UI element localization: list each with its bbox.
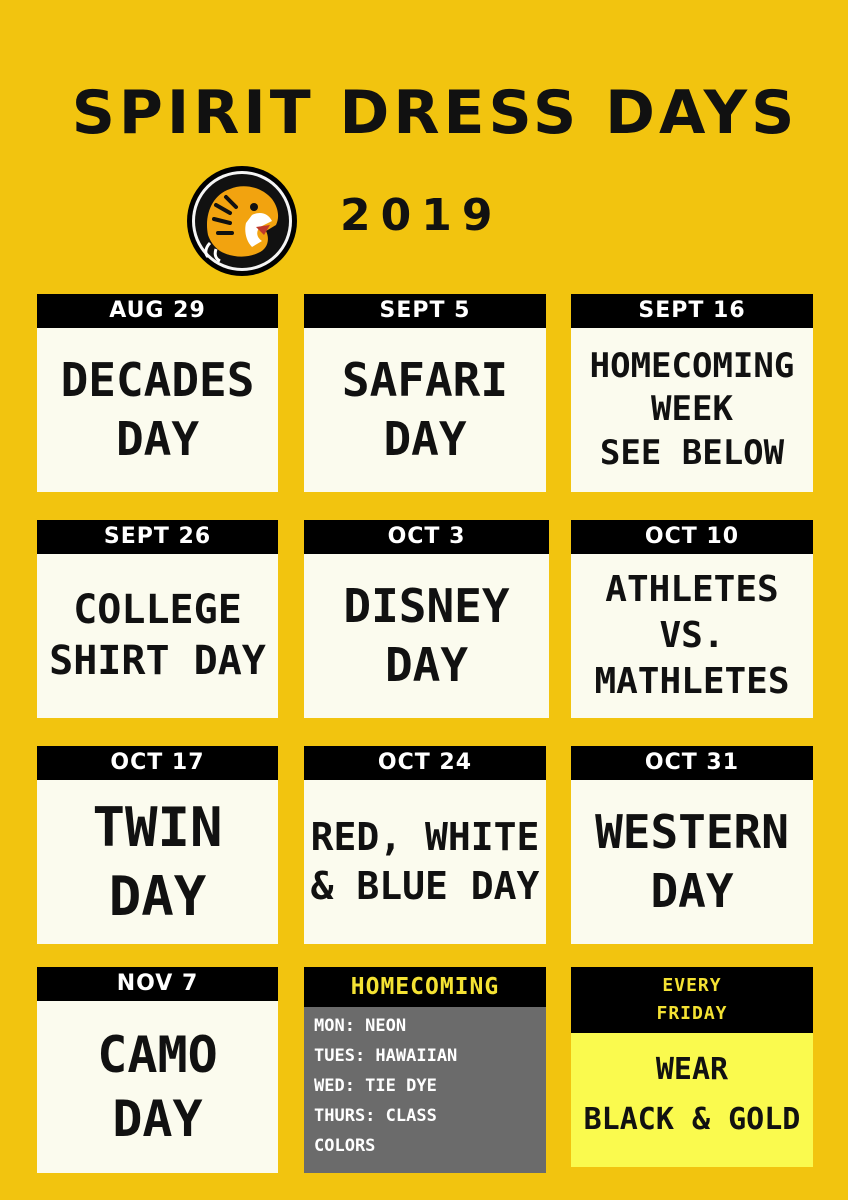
card-date: OCT 3 [304,520,549,554]
card-theme [304,554,549,718]
card-theme-line: MATHLETES [594,661,790,703]
card-theme-line: RED, WHITE [310,815,540,860]
card-theme-line: WESTERN [595,805,789,860]
dress-day-card [37,967,278,1173]
friday-body-line-2: BLACK & GOLD [583,1102,801,1137]
homecoming-header: HOMECOMING [304,967,546,1007]
card-date: OCT 31 [571,746,813,780]
card-theme-line: HOMECOMING [589,345,795,386]
friday-body [571,1033,813,1167]
card-theme [37,780,278,944]
card-theme-line: & BLUE DAY [310,864,540,908]
card-theme-line: DECADES [60,353,255,408]
homecoming-item-mon: MON: NEON [314,1016,407,1036]
card-theme-line: ATHLETES [605,568,779,610]
dress-day-card [571,746,813,944]
page-title: SPIRIT DRESS DAYS [71,78,799,148]
year-label: 2019 [340,190,503,241]
homecoming-item-wed: WED: TIE DYE [314,1076,437,1096]
homecoming-item-tues: TUES: HAWAIIAN [314,1046,458,1066]
dress-day-card [304,746,546,944]
friday-header [571,967,813,1033]
dress-day-card [304,294,546,492]
card-theme-line: COLLEGE [73,586,242,633]
dress-day-card [571,294,813,492]
card-date: SEPT 16 [571,294,813,328]
card-theme [37,554,278,718]
dress-day-card [571,520,813,718]
card-date: OCT 10 [571,520,813,554]
dress-day-card [37,746,278,944]
homecoming-item-thurs-cont: COLORS [314,1136,376,1156]
card-theme [571,554,813,718]
card-date: OCT 17 [37,746,278,780]
dress-day-card [37,294,278,492]
friday-body-line-1: WEAR [655,1052,729,1087]
card-theme [571,328,813,492]
homecoming-list [304,1007,546,1173]
card-theme-line: DISNEY [343,579,510,634]
friday-header-line-1: EVERY [662,975,722,996]
card-date: SEPT 26 [37,520,278,554]
homecoming-item-thurs: THURS: CLASS [314,1106,437,1126]
card-theme [571,780,813,944]
card-theme-line: TWIN [92,795,223,859]
dress-day-card [304,520,549,718]
card-theme [37,1001,278,1173]
card-date: AUG 29 [37,294,278,328]
card-date: OCT 24 [304,746,546,780]
card-theme [304,328,546,492]
card-theme [304,780,546,944]
card-theme-line: DAY [650,864,734,918]
card-theme-line: DAY [383,412,467,466]
card-theme-line: DAY [115,412,200,466]
card-theme [37,328,278,492]
card-theme-line: WEEK [651,389,733,430]
card-theme-line: SHIRT DAY [49,638,266,684]
card-theme-line: DAY [108,865,207,928]
card-theme-line: SAFARI [341,353,509,408]
dress-day-card [37,520,278,718]
card-theme-line: DAY [384,638,469,692]
card-theme-line: CAMO [97,1026,218,1084]
card-date: NOV 7 [37,967,278,1001]
card-theme-line: DAY [112,1090,203,1148]
card-date: SEPT 5 [304,294,546,328]
tiger-mascot-icon [186,165,298,277]
card-theme-line: SEE BELOW [599,432,785,473]
friday-header-line-2: FRIDAY [656,1003,728,1024]
homecoming-card [304,967,546,1173]
friday-card [571,967,813,1167]
card-theme-line: VS. [659,614,725,656]
